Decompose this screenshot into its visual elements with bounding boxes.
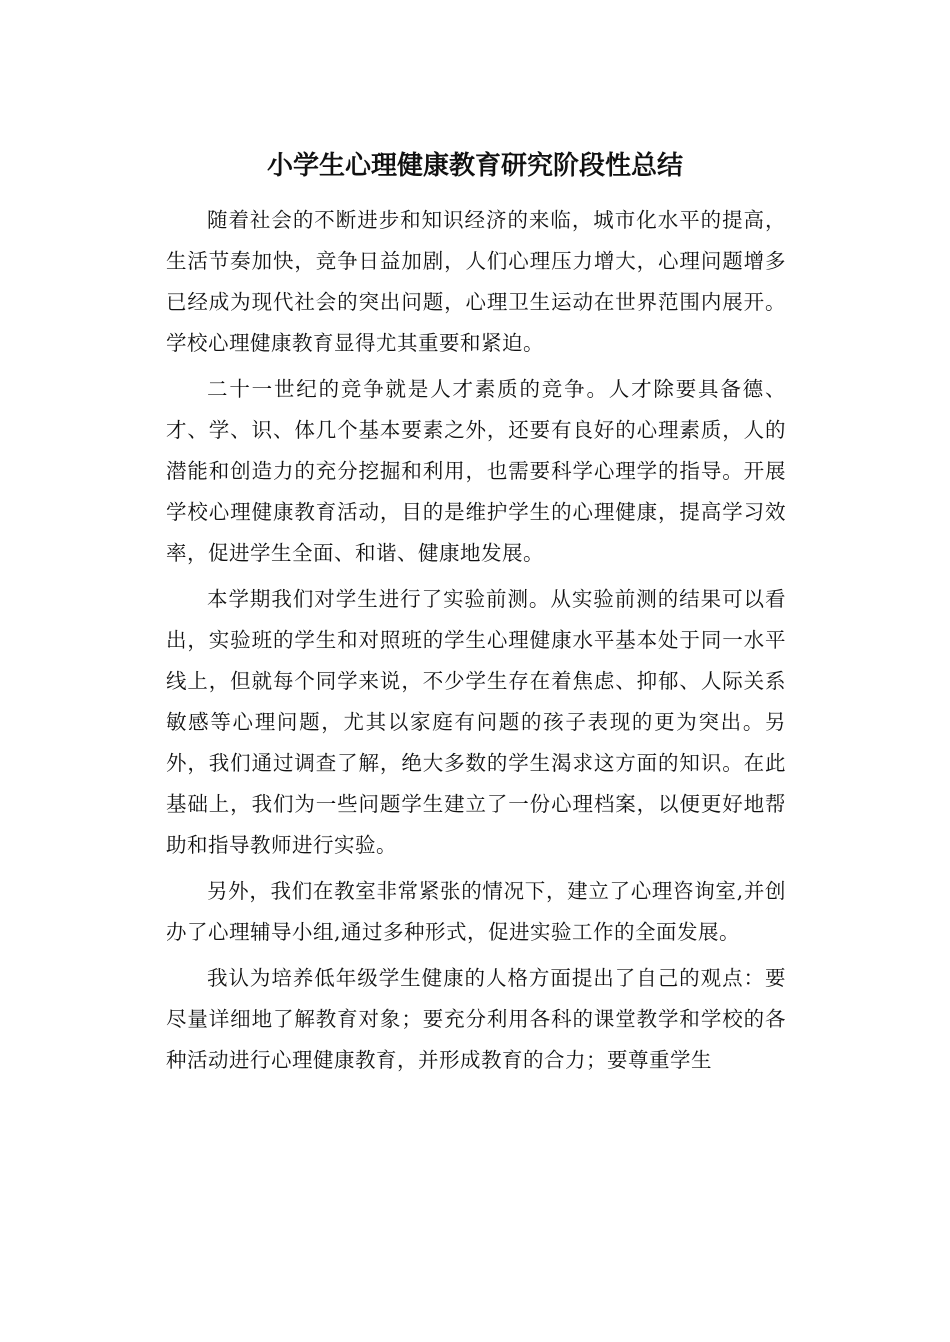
- document-title: 小学生心理健康教育研究阶段性总结: [266, 151, 683, 181]
- document-body: [166, 200, 786, 1086]
- paragraph-3: 本学期我们对学生进行了实验前测。从实验前测的结果可以看出，实验班的学生和对照班的学生心理健康水平基本处于同一水平线上，但就每个同学来说，不少学生存在着焦虑、抑郁、人际关系敏感等心理问题，尤其以家庭有问题的孩子表现的更为突出。另外，我们通过调查了解，绝大多数的学生渴求这方面的知识。在此基础上，我们为一些问题学生建立了一份心理档案，以便更好地帮助和指导教师进行实验。: [166, 587, 786, 857]
- paragraph-4: 另外，我们在教室非常紧张的情况下，建立了心理咨询室,并创办了心理辅导小组,通过多种形式，促进实验工作的全面发展。: [166, 879, 786, 944]
- paragraph-2: 二十一世纪的竞争就是人才素质的竞争。人才除要具备德、才、学、识、体几个基本要素之外，还要有良好的心理素质，人的潜能和创造力的充分挖掘和利用，也需要科学心理学的指导。开展学校心理健康教育活动，目的是维护学生的心理健康，提高学习效率，促进学生全面、和谐、健康地发展。: [166, 377, 786, 565]
- paragraph-1: 随着社会的不断进步和知识经济的来临，城市化水平的提高，生活节奏加快，竞争日益加剧，人们心理压力增大，心理问题增多已经成为现代社会的突出问题，心理卫生运动在世界范围内展开。学校心理健康教育显得尤其重要和紧迫。: [166, 208, 786, 355]
- paragraph-5: 我认为培养低年级学生健康的人格方面提出了自己的观点：要尽量详细地了解教育对象；要充分利用各科的课堂教学和学校的各种活动进行心理健康教育，并形成教育的合力；要尊重学生: [166, 966, 786, 1072]
